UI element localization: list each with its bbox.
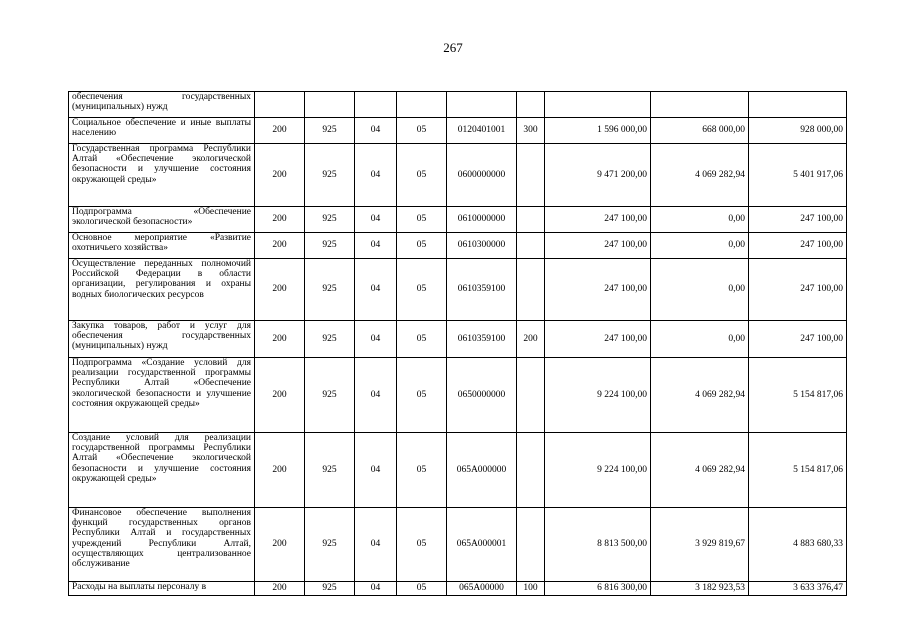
- cell-vr: [517, 233, 545, 259]
- cell-rz: 04: [355, 144, 397, 207]
- cell-sum-1: 247 100,00: [545, 321, 651, 358]
- cell-sum-2: 3 929 819,67: [651, 508, 749, 582]
- cell-vr: 200: [517, 321, 545, 358]
- table-row: [69, 118, 847, 144]
- cell-sum-1: 8 813 500,00: [545, 508, 651, 582]
- cell-csr: 0610000000: [447, 207, 517, 233]
- table-row: [69, 321, 847, 358]
- cell-csr: [447, 92, 517, 118]
- table-row: [69, 92, 847, 118]
- cell-sum-3: 5 401 917,06: [749, 144, 847, 207]
- cell-sum-2: 0,00: [651, 207, 749, 233]
- cell-glava: 200: [255, 144, 305, 207]
- cell-glava: 200: [255, 233, 305, 259]
- cell-vr: [517, 508, 545, 582]
- cell-sum-2: 0,00: [651, 321, 749, 358]
- cell-sum-2: 0,00: [651, 233, 749, 259]
- table-row: [69, 259, 847, 321]
- row-description: Подпрограмма «Обеспечение экологической безопасности»: [69, 207, 255, 233]
- cell-sum-3: 247 100,00: [749, 321, 847, 358]
- cell-vr: [517, 433, 545, 508]
- cell-sum-1: 247 100,00: [545, 259, 651, 321]
- cell-sum-1: 1 596 000,00: [545, 118, 651, 144]
- cell-ved: [305, 92, 355, 118]
- cell-vr: [517, 144, 545, 207]
- cell-ved: 925: [305, 321, 355, 358]
- cell-rz: 04: [355, 118, 397, 144]
- cell-csr: 065А000000: [447, 433, 517, 508]
- cell-rz: 04: [355, 259, 397, 321]
- cell-sum-2: 3 182 923,53: [651, 582, 749, 596]
- cell-pr: 05: [397, 207, 447, 233]
- row-description: Подпрограмма «Создание условий для реализации государственной программы Республики Алтай «Обеспечение экологической безопасности и улучшение состояния окружающей среды»: [69, 358, 255, 433]
- cell-csr: 065А00000: [447, 582, 517, 596]
- cell-sum-2: 4 069 282,94: [651, 144, 749, 207]
- table-row: [69, 144, 847, 207]
- cell-pr: 05: [397, 358, 447, 433]
- cell-sum-2: 4 069 282,94: [651, 358, 749, 433]
- cell-sum-2: [651, 92, 749, 118]
- cell-sum-1: 247 100,00: [545, 233, 651, 259]
- cell-sum-2: 4 069 282,94: [651, 433, 749, 508]
- cell-vr: [517, 207, 545, 233]
- cell-rz: 04: [355, 207, 397, 233]
- cell-ved: 925: [305, 582, 355, 596]
- cell-sum-1: 9 224 100,00: [545, 433, 651, 508]
- cell-pr: 05: [397, 144, 447, 207]
- cell-sum-1: [545, 92, 651, 118]
- cell-ved: 925: [305, 259, 355, 321]
- cell-glava: 200: [255, 207, 305, 233]
- row-description: Осуществление переданных полномочий Российской Федерации в области организации, регулирования и охраны водных биологических ресурсов: [69, 259, 255, 321]
- cell-sum-1: 247 100,00: [545, 207, 651, 233]
- cell-glava: 200: [255, 433, 305, 508]
- cell-csr: 0600000000: [447, 144, 517, 207]
- row-description: Основное мероприятие «Развитие охотничьего хозяйства»: [69, 233, 255, 259]
- cell-sum-3: 928 000,00: [749, 118, 847, 144]
- cell-ved: 925: [305, 508, 355, 582]
- cell-pr: 05: [397, 582, 447, 596]
- table-row: [69, 433, 847, 508]
- page-number: 267: [443, 40, 463, 55]
- cell-glava: 200: [255, 358, 305, 433]
- row-description: Социальное обеспечение и иные выплаты населению: [69, 118, 255, 144]
- budget-table: [68, 91, 847, 596]
- cell-rz: [355, 92, 397, 118]
- cell-pr: 05: [397, 321, 447, 358]
- cell-vr: 300: [517, 118, 545, 144]
- cell-glava: 200: [255, 118, 305, 144]
- cell-sum-2: 0,00: [651, 259, 749, 321]
- cell-sum-3: 247 100,00: [749, 259, 847, 321]
- cell-csr: 065А000001: [447, 508, 517, 582]
- cell-sum-3: 4 883 680,33: [749, 508, 847, 582]
- cell-csr: 0650000000: [447, 358, 517, 433]
- cell-vr: 100: [517, 582, 545, 596]
- row-description: Создание условий для реализации государственной программы Республики Алтай «Обеспечение экологической безопасности и улучшение состояния окружающей среды»: [69, 433, 255, 508]
- cell-pr: 05: [397, 118, 447, 144]
- cell-sum-3: 5 154 817,06: [749, 358, 847, 433]
- cell-ved: 925: [305, 358, 355, 433]
- row-description: Государственная программа Республики Алтай «Обеспечение экологической безопасности и улучшение состояния окружающей среды»: [69, 144, 255, 207]
- cell-sum-1: 6 816 300,00: [545, 582, 651, 596]
- table-row: [69, 358, 847, 433]
- cell-ved: 925: [305, 207, 355, 233]
- cell-csr: 0610359100: [447, 321, 517, 358]
- table-row: [69, 508, 847, 582]
- cell-ved: 925: [305, 433, 355, 508]
- cell-rz: 04: [355, 321, 397, 358]
- cell-rz: 04: [355, 233, 397, 259]
- cell-rz: 04: [355, 582, 397, 596]
- cell-ved: 925: [305, 233, 355, 259]
- cell-pr: 05: [397, 259, 447, 321]
- cell-pr: 05: [397, 508, 447, 582]
- cell-ved: 925: [305, 144, 355, 207]
- cell-rz: 04: [355, 508, 397, 582]
- cell-glava: [255, 92, 305, 118]
- table-row: [69, 207, 847, 233]
- row-description: обеспечения государственных (муниципальных) нужд: [69, 92, 255, 118]
- cell-sum-3: 5 154 817,06: [749, 433, 847, 508]
- row-description: Финансовое обеспечение выполнения функций государственных органов Республики Алтай и государственных учреждений Республики Алтай, осуществляющих централизованное обслуживание: [69, 508, 255, 582]
- cell-rz: 04: [355, 433, 397, 508]
- cell-sum-3: 247 100,00: [749, 207, 847, 233]
- table-row: [69, 233, 847, 259]
- cell-vr: [517, 358, 545, 433]
- cell-ved: 925: [305, 118, 355, 144]
- cell-sum-3: 3 633 376,47: [749, 582, 847, 596]
- cell-glava: 200: [255, 259, 305, 321]
- cell-csr: 0610359100: [447, 259, 517, 321]
- cell-csr: 0120401001: [447, 118, 517, 144]
- table-row: [69, 582, 847, 596]
- cell-pr: 05: [397, 433, 447, 508]
- cell-rz: 04: [355, 358, 397, 433]
- row-description: Расходы на выплаты персоналу в: [69, 582, 255, 596]
- cell-sum-1: 9 471 200,00: [545, 144, 651, 207]
- cell-pr: [397, 92, 447, 118]
- cell-vr: [517, 259, 545, 321]
- cell-pr: 05: [397, 233, 447, 259]
- cell-csr: 0610300000: [447, 233, 517, 259]
- cell-glava: 200: [255, 321, 305, 358]
- cell-vr: [517, 92, 545, 118]
- cell-sum-2: 668 000,00: [651, 118, 749, 144]
- cell-sum-3: 247 100,00: [749, 233, 847, 259]
- row-description: Закупка товаров, работ и услуг для обеспечения государственных (муниципальных) нужд: [69, 321, 255, 358]
- cell-glava: 200: [255, 582, 305, 596]
- cell-sum-3: [749, 92, 847, 118]
- cell-sum-1: 9 224 100,00: [545, 358, 651, 433]
- cell-glava: 200: [255, 508, 305, 582]
